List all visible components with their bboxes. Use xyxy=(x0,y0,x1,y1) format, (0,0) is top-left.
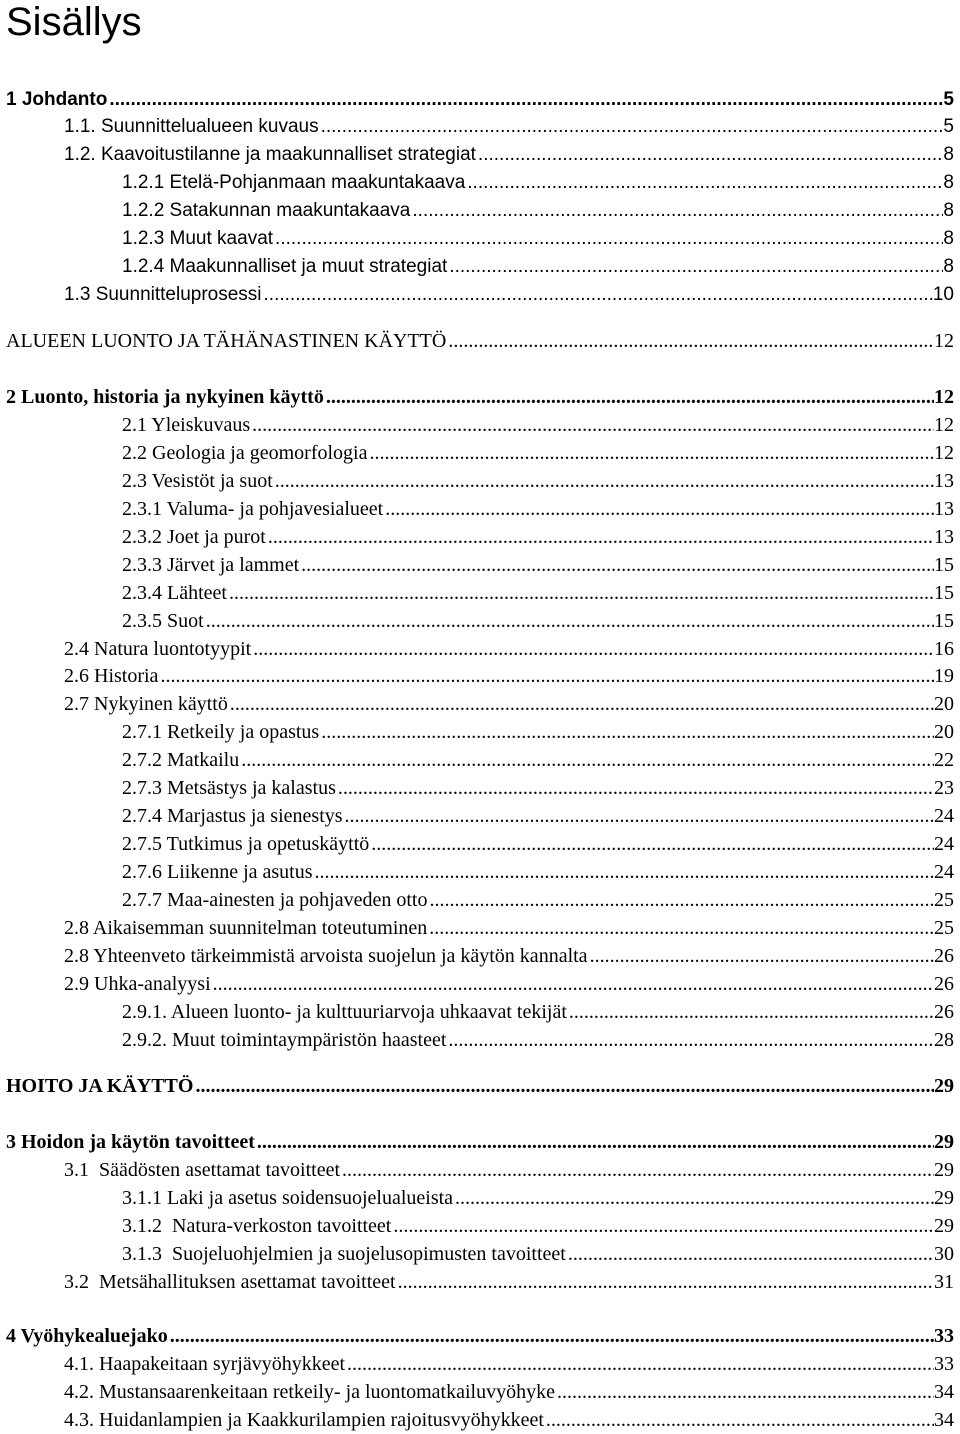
toc-entry[interactable] xyxy=(0,970,960,998)
dot-leader xyxy=(255,1128,934,1156)
dot-leader xyxy=(427,886,934,914)
dot-leader xyxy=(476,141,944,169)
toc-entry[interactable] xyxy=(0,998,960,1026)
dot-leader xyxy=(446,327,934,355)
toc-entry-page-number: 15 xyxy=(934,554,954,576)
toc-entry-page-number: 15 xyxy=(934,610,954,632)
dot-leader xyxy=(158,662,934,690)
toc-entry[interactable] xyxy=(0,495,960,523)
dot-leader xyxy=(383,495,934,523)
toc-entry-title: 2.3.5 Suot xyxy=(122,610,204,632)
toc-entry-title: 2.1 Yleiskuvaus xyxy=(122,414,251,436)
toc-entry-title: 2.7.7 Maa-ainesten ja pohjaveden otto xyxy=(122,889,428,911)
toc-entry-title: 1 Johdanto xyxy=(6,89,108,110)
toc-entry-page-number: 25 xyxy=(934,917,954,939)
toc-entry-title: 1.2.1 Etelä-Pohjanmaan maakuntakaava xyxy=(122,172,466,193)
toc-entry-title: 2.3.2 Joet ja purot xyxy=(122,526,266,548)
dot-leader xyxy=(193,1072,934,1100)
toc-entry-title: 3.1.3 Suojeluohjelmien ja suojelusopimusten tavoitteet xyxy=(122,1243,566,1265)
toc-entry-page-number: 29 xyxy=(934,1215,954,1237)
toc-entry-title: 2.9 Uhka-analyysi xyxy=(64,973,211,995)
toc-entry-title: 4.1. Haapakeitaan syrjävyöhykkeet xyxy=(64,1353,346,1375)
dot-leader xyxy=(410,197,943,225)
toc-entry-title: 1.1. Suunnittelualueen kuvaus xyxy=(64,116,319,137)
toc-entry-page-number: 19 xyxy=(934,665,954,687)
toc-entry-title: 4.3. Huidanlampien ja Kaakkurilampien rajoitusvyöhykkeet xyxy=(64,1409,544,1431)
toc-entry[interactable] xyxy=(0,774,960,802)
toc-entry-title: 2.7.5 Tutkimus ja opetuskäyttö xyxy=(122,833,370,855)
toc-entry[interactable] xyxy=(0,281,960,309)
toc-entry-title: 3.2 Metsähallituksen asettamat tavoitteet xyxy=(64,1271,396,1293)
dot-leader xyxy=(369,830,934,858)
toc-entry[interactable] xyxy=(0,197,960,225)
toc-entry[interactable] xyxy=(0,113,960,141)
toc-entry-page-number: 12 xyxy=(934,330,954,352)
toc-entry-title: 3.1 Säädösten asettamat tavoitteet xyxy=(64,1159,341,1181)
toc-entry[interactable] xyxy=(0,635,960,663)
toc-entry-title: 2.7.2 Matkailu xyxy=(122,749,240,771)
toc-entry-page-number: 31 xyxy=(934,1271,954,1293)
dot-leader xyxy=(239,746,934,774)
toc-entry-page-number: 8 xyxy=(943,172,954,193)
toc-entry[interactable] xyxy=(0,86,960,114)
toc-entry-title: 2.8 Yhteenveto tärkeimmistä arvoista suojelun ja käytön kannalta xyxy=(64,945,588,967)
toc-entry[interactable] xyxy=(0,914,960,942)
dot-leader xyxy=(266,523,934,551)
dot-leader xyxy=(319,113,944,141)
toc-entry-page-number: 26 xyxy=(934,973,954,995)
dot-leader xyxy=(319,718,934,746)
dot-leader xyxy=(555,1378,934,1406)
dot-leader xyxy=(465,169,943,197)
toc-entry-title: 2.9.2. Muut toimintaympäristön haasteet xyxy=(122,1029,447,1051)
toc-entry[interactable] xyxy=(0,1072,960,1100)
toc-entry[interactable] xyxy=(0,467,960,495)
dot-leader xyxy=(340,1156,934,1184)
toc-entry-title: 3.1.2 Natura-verkoston tavoitteet xyxy=(122,1215,392,1237)
toc-entry[interactable] xyxy=(0,1128,960,1156)
dot-leader xyxy=(313,858,934,886)
toc-entry[interactable] xyxy=(0,1156,960,1184)
toc-entry-title: 2.7 Nykyinen käyttö xyxy=(64,693,228,715)
toc-entry-title: 1.2.4 Maakunnalliset ja muut strategiat xyxy=(122,256,448,277)
toc-entry-title: 1.2.2 Satakunnan maakuntakaava xyxy=(122,200,411,221)
toc-entry-page-number: 25 xyxy=(934,889,954,911)
toc-entry[interactable] xyxy=(0,607,960,635)
toc-entry-page-number: 13 xyxy=(934,470,954,492)
toc-entry[interactable] xyxy=(0,169,960,197)
dot-leader xyxy=(566,1240,934,1268)
toc-entry-page-number: 5 xyxy=(943,89,954,110)
toc-entry-title: 2.6 Historia xyxy=(64,665,159,687)
toc-entry[interactable] xyxy=(0,1026,960,1054)
dot-leader xyxy=(368,439,935,467)
toc-entry[interactable] xyxy=(0,1268,960,1296)
toc-entry-title: 2.2 Geologia ja geomorfologia xyxy=(122,442,368,464)
toc-entry-page-number: 23 xyxy=(934,777,954,799)
toc-entry[interactable] xyxy=(0,1378,960,1406)
toc-entry-title: 2.3.4 Lähteet xyxy=(122,582,227,604)
toc-entry[interactable] xyxy=(0,411,960,439)
toc-entry-title: 1.2. Kaavoitustilanne ja maakunnalliset strategiat xyxy=(64,144,476,165)
dot-leader xyxy=(273,467,934,495)
toc-entry-title: 4 Vyöhykealuejako xyxy=(6,1325,168,1347)
toc-entry-page-number: 29 xyxy=(934,1131,954,1153)
dot-leader xyxy=(299,551,934,579)
toc-entry-page-number: 29 xyxy=(934,1187,954,1209)
dot-leader xyxy=(447,253,943,281)
toc-entry-page-number: 5 xyxy=(943,116,954,137)
dot-leader xyxy=(251,635,934,663)
toc-entry-title: 2.7.1 Retkeily ja opastus xyxy=(122,721,320,743)
toc-entry-page-number: 26 xyxy=(934,1001,954,1023)
toc-entry[interactable] xyxy=(0,579,960,607)
dot-leader xyxy=(204,607,934,635)
toc-entry-page-number: 20 xyxy=(934,693,954,715)
toc-entry-page-number: 8 xyxy=(943,228,954,249)
toc-entry[interactable] xyxy=(0,1212,960,1240)
toc-entry[interactable] xyxy=(0,327,960,355)
toc-entry[interactable] xyxy=(0,746,960,774)
toc-entry-page-number: 24 xyxy=(934,833,954,855)
toc-entry-page-number: 24 xyxy=(934,805,954,827)
dot-leader xyxy=(396,1268,934,1296)
toc-entry-title: 2.7.3 Metsästys ja kalastus xyxy=(122,777,336,799)
toc-entry[interactable] xyxy=(0,1322,960,1350)
dot-leader xyxy=(588,942,934,970)
toc-entry[interactable] xyxy=(0,1350,960,1378)
toc-entry[interactable] xyxy=(0,718,960,746)
toc-entry-page-number: 13 xyxy=(934,526,954,548)
dot-leader xyxy=(273,225,943,253)
toc-entry-page-number: 26 xyxy=(934,945,954,967)
toc-entry-title: 3.1.1 Laki ja asetus soidensuojelualueista xyxy=(122,1187,454,1209)
toc-entry[interactable] xyxy=(0,690,960,718)
toc-entry-title: 2.7.6 Liikenne ja asutus xyxy=(122,861,313,883)
toc-entry-title: ALUEEN LUONTO JA TÄHÄNASTINEN KÄYTTÖ xyxy=(6,330,447,352)
dot-leader xyxy=(345,1350,934,1378)
page-title: Sisällys xyxy=(6,0,142,44)
toc-entry-title: HOITO JA KÄYTTÖ xyxy=(6,1075,194,1097)
toc-entry[interactable] xyxy=(0,253,960,281)
toc-entry[interactable] xyxy=(0,225,960,253)
toc-entry-page-number: 28 xyxy=(934,1029,954,1051)
toc-entry-title: 2.9.1. Alueen luonto- ja kulttuuriarvoja uhkaavat tekijät xyxy=(122,1001,567,1023)
toc-entry-page-number: 15 xyxy=(934,582,954,604)
toc-entry-page-number: 20 xyxy=(934,721,954,743)
dot-leader xyxy=(544,1406,934,1434)
toc-entry-page-number: 12 xyxy=(934,442,954,464)
dot-leader xyxy=(250,411,934,439)
toc-entry-title: 2.4 Natura luontotyypit xyxy=(64,638,252,660)
toc-entry[interactable] xyxy=(0,858,960,886)
dot-leader xyxy=(446,1026,934,1054)
toc-entry-title: 2.8 Aikaisemman suunnitelman toteutuminen xyxy=(64,917,428,939)
toc-entry[interactable] xyxy=(0,1240,960,1268)
toc-entry-page-number: 13 xyxy=(934,498,954,520)
toc-entry[interactable] xyxy=(0,551,960,579)
dot-leader xyxy=(262,281,933,309)
toc-entry-title: 1.2.3 Muut kaavat xyxy=(122,228,274,249)
toc-entry-page-number: 8 xyxy=(943,144,954,165)
toc-entry-page-number: 29 xyxy=(934,1075,954,1097)
toc-entry-page-number: 33 xyxy=(934,1353,954,1375)
toc-entry-title: 4.2. Mustansaarenkeitaan retkeily- ja luontomatkailuvyöhyke xyxy=(64,1381,555,1403)
toc-entry-page-number: 8 xyxy=(943,256,954,277)
toc-entry-title: 2 Luonto, historia ja nykyinen käyttö xyxy=(6,386,324,408)
dot-leader xyxy=(453,1184,934,1212)
toc-entry[interactable] xyxy=(0,523,960,551)
toc-entry-title: 2.7.4 Marjastus ja sienestys xyxy=(122,805,343,827)
dot-leader xyxy=(227,579,934,607)
toc-entry[interactable] xyxy=(0,1406,960,1434)
toc-entry-page-number: 10 xyxy=(932,284,954,305)
toc-entry-page-number: 30 xyxy=(934,1243,954,1265)
dot-leader xyxy=(427,914,934,942)
toc-entry[interactable] xyxy=(0,830,960,858)
dot-leader xyxy=(391,1212,934,1240)
toc-entry[interactable] xyxy=(0,886,960,914)
toc-entry-title: 2.3.3 Järvet ja lammet xyxy=(122,554,300,576)
toc-entry-page-number: 29 xyxy=(934,1159,954,1181)
toc-entry[interactable] xyxy=(0,802,960,830)
toc-entry-title: 1.3 Suunnitteluprosessi xyxy=(64,284,262,305)
toc-entry-page-number: 33 xyxy=(934,1325,954,1347)
toc-entry-title: 3 Hoidon ja käytön tavoitteet xyxy=(6,1131,255,1153)
toc-entry[interactable] xyxy=(0,141,960,169)
toc-entry-page-number: 34 xyxy=(934,1409,954,1431)
dot-leader xyxy=(567,998,934,1026)
toc-entry[interactable] xyxy=(0,1184,960,1212)
dot-leader xyxy=(343,802,934,830)
toc-entry-title: 2.3.1 Valuma- ja pohjavesialueet xyxy=(122,498,384,520)
dot-leader xyxy=(107,86,943,114)
toc-entry-page-number: 34 xyxy=(934,1381,954,1403)
toc-entry[interactable] xyxy=(0,383,960,411)
toc-entry[interactable] xyxy=(0,942,960,970)
toc-entry[interactable] xyxy=(0,662,960,690)
dot-leader xyxy=(168,1322,934,1350)
toc-entry-page-number: 16 xyxy=(934,638,954,660)
dot-leader xyxy=(228,690,934,718)
toc-entry[interactable] xyxy=(0,439,960,467)
toc-entry-page-number: 22 xyxy=(934,749,954,771)
dot-leader xyxy=(336,774,934,802)
toc-entry-page-number: 8 xyxy=(943,200,954,221)
dot-leader xyxy=(324,383,934,411)
toc-entry-title: 2.3 Vesistöt ja suot xyxy=(122,470,273,492)
toc-entry-page-number: 12 xyxy=(934,386,954,408)
dot-leader xyxy=(211,970,934,998)
toc-entry-page-number: 12 xyxy=(934,414,954,436)
toc-entry-page-number: 24 xyxy=(934,861,954,883)
